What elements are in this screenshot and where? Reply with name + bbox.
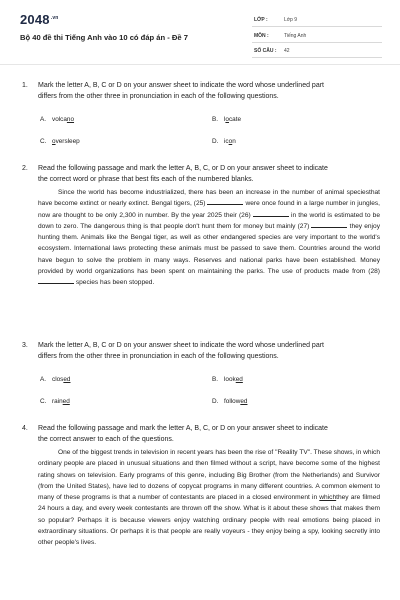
meta-row-class: [252, 14, 382, 27]
meta-key: LỚP :: [254, 17, 268, 23]
logo-text: 2048: [20, 12, 50, 27]
underlined-word: which: [319, 494, 337, 501]
instruction-line: the correct answer to each of the questions.: [38, 436, 174, 444]
meta-key: SỐ CÂU :: [254, 48, 277, 54]
passage-text: One of the biggest trends in television in recent years has been the rise of "Reality TV". These shows, in which ordinary people are placed in unusual situations and then filmed without a script, have become some of the highest rating shows on television. Early programs of this genre, including Big Brother (from the Netherlands) and Survivor (from the United States), have led to dozens of copycat programs in many different countries. A common element to many of these programs is that a number of contestants are placed in a closed environment in: [38, 449, 380, 501]
meta-value: 42: [284, 48, 290, 54]
option-b[interactable]: B. looked: [212, 376, 243, 383]
question-instruction: [38, 423, 378, 446]
instruction-line: Read the following passage and mark the letter A, B, C, or D on your answer sheet to indicate: [38, 425, 328, 432]
meta-key: MÔN :: [254, 33, 269, 39]
passage-text: in the world is estimated to be down to zero. The dangerous thing is that people don't hunt them for money but mainly (27): [38, 211, 381, 230]
instruction-line: the correct word or phrase that best fits each of the numbered blanks.: [38, 176, 254, 184]
blank-26[interactable]: [253, 210, 289, 217]
site-logo[interactable]: [20, 12, 59, 27]
passage: [38, 187, 380, 288]
meta-row-count: [252, 45, 382, 58]
passage-text: they enjoy hunting them. Animals like the Bengal tiger, as well as other endangered species are very important to the world's ecosystem. International laws protecting these animals must be passed to save them. Countries around the world have begun to solve the problem in many ways. Reserves and national parks have been established. Money provided by world organizations has been spent on maintaining the parks. The use of products made from (28): [38, 222, 380, 275]
passage-text: Since the world has become industrialized, there has been an increase in the number of animal speciesthat have become extinct or nearly extinct. Bengal tigers, (25): [38, 189, 380, 208]
option-c[interactable]: C. rained: [40, 398, 70, 405]
meta-value: Tiếng Anh: [284, 33, 307, 39]
question-instruction: [38, 80, 378, 103]
instruction-line: differs from the other three in pronunciation in each of the following questions.: [38, 93, 279, 101]
instruction-line: Read the following passage and mark the letter A, B, C, or D on your answer sheet to indicate: [38, 165, 328, 172]
blank-25[interactable]: [207, 198, 243, 205]
option-a[interactable]: A. closed: [40, 376, 71, 383]
option-a[interactable]: A. volcano: [40, 116, 75, 123]
blank-27[interactable]: [311, 221, 347, 228]
logo-suffix: .vn: [50, 15, 59, 21]
option-b[interactable]: B. locate: [212, 116, 242, 123]
option-c[interactable]: C. oversleep: [40, 138, 80, 145]
question-number: 3.: [22, 342, 28, 349]
page-header: [0, 0, 400, 64]
option-d[interactable]: D. icon: [212, 138, 236, 145]
instruction-line: Mark the letter A, B, C or D on your answer sheet to indicate the word whose underlined part: [38, 82, 324, 89]
passage-text: species has been stopped.: [75, 279, 155, 286]
option-d[interactable]: D. followed: [212, 398, 248, 405]
header-divider: [0, 64, 400, 65]
instruction-line: Mark the letter A, B, C or D on your answer sheet to indicate the word whose underlined part: [38, 342, 324, 349]
question-instruction: [38, 340, 378, 363]
blank-28[interactable]: [38, 277, 74, 284]
instruction-line: differs from the other three in pronunciation in each of the following questions.: [38, 353, 279, 361]
question-number: 1.: [22, 82, 28, 89]
question-instruction: [38, 163, 378, 186]
meta-value: Lớp 9: [284, 17, 298, 23]
passage-text: were once found in a large number in jungles, now are thought to be only 2,300 in number. By the year 2025 their (26): [38, 200, 380, 219]
question-number: 4.: [22, 425, 28, 432]
question-number: 2.: [22, 165, 28, 172]
passage-text: they are filmed 24 hours a day, and every week contestants are thrown off the show. What is it about these shows that makes them so popular? Perhaps it is because viewers enjoy watching ordinary people with real emotions being placed in extraordinary situations. Or perhaps it is that people are really voyeurs - they enjoy being a spy, looking secretly into other people's lives.: [38, 494, 381, 546]
meta-row-subject: [252, 30, 382, 43]
document-title: Bộ 40 đề thi Tiếng Anh vào 10 có đáp án - Đề 7: [20, 33, 188, 42]
passage: [38, 447, 380, 548]
